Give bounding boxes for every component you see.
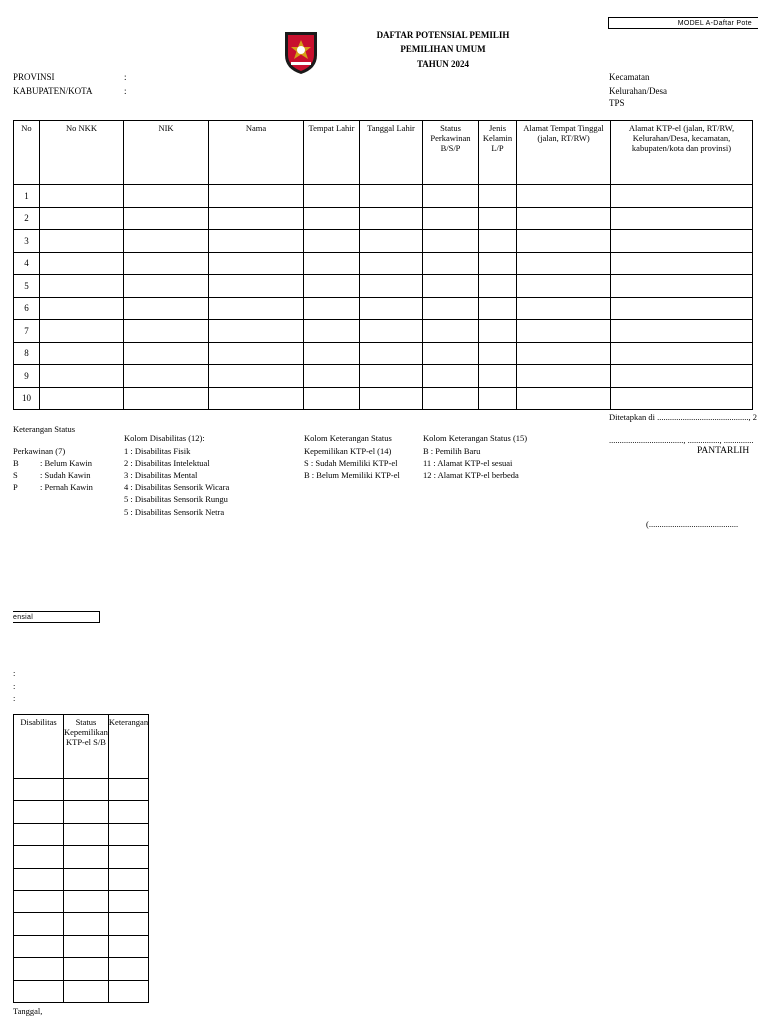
pantarlih-label: PANTARLIH: [697, 446, 750, 456]
table-cell[interactable]: [304, 275, 360, 298]
table-cell[interactable]: [209, 365, 304, 388]
table-cell[interactable]: [479, 342, 517, 365]
page2-table-row: [14, 890, 149, 912]
table-row: [14, 230, 753, 253]
table-cell[interactable]: [124, 387, 209, 410]
table-cell[interactable]: [64, 913, 109, 935]
col-header-no: No: [14, 121, 40, 185]
table-cell[interactable]: [611, 342, 753, 365]
table-cell[interactable]: [108, 801, 148, 823]
table-cell[interactable]: [40, 275, 124, 298]
table-cell[interactable]: [479, 275, 517, 298]
col-header-disabilitas: Disabilitas: [14, 715, 64, 779]
table-cell[interactable]: [611, 207, 753, 230]
table-cell[interactable]: [304, 297, 360, 320]
page2-table-row: [14, 846, 149, 868]
status-code-p: P: [13, 482, 18, 492]
table-cell[interactable]: [108, 890, 148, 912]
ditetapkan-line: Ditetapkan di ..........................................., 2: [609, 412, 758, 422]
table-cell[interactable]: [209, 275, 304, 298]
table-cell[interactable]: [479, 387, 517, 410]
kabupaten-label: KABUPATEN/KOTA: [13, 86, 93, 96]
table-cell[interactable]: [124, 275, 209, 298]
table-cell[interactable]: [40, 342, 124, 365]
table-cell[interactable]: [108, 980, 148, 1002]
ktp-title-2: Kepemilikan KTP-el (14): [304, 446, 392, 456]
table-cell[interactable]: [423, 185, 479, 208]
page2-colon: :: [13, 693, 16, 703]
table-cell[interactable]: [209, 185, 304, 208]
table-cell[interactable]: [124, 252, 209, 275]
ktp-title-1: Kolom Keterangan Status: [304, 433, 392, 443]
kpu-logo-icon: [283, 29, 319, 75]
table-row: [14, 185, 753, 208]
table-cell[interactable]: [209, 230, 304, 253]
row-number: 1: [14, 185, 40, 208]
table-cell[interactable]: [479, 252, 517, 275]
table-cell[interactable]: [14, 868, 64, 890]
table-cell[interactable]: [423, 230, 479, 253]
status-code-b: B: [13, 458, 19, 468]
col-header-tanggal-lahir: Tanggal Lahir: [360, 121, 423, 185]
table-cell[interactable]: [209, 207, 304, 230]
status-text-b: : Belum Kawin: [40, 458, 92, 468]
table-cell[interactable]: [108, 846, 148, 868]
col-header-jenis-kelamin: Jenis Kelamin L/P: [479, 121, 517, 185]
table-cell[interactable]: [124, 230, 209, 253]
col-header-alamat-tinggal: Alamat Tempat Tinggal (jalan, RT/RW): [517, 121, 611, 185]
ket-item: 12 : Alamat KTP-el berbeda: [423, 470, 519, 480]
page2-table-row: [14, 958, 149, 980]
page2-table-row: [14, 779, 149, 801]
table-cell[interactable]: [611, 320, 753, 343]
disabilitas-item: 4 : Disabilitas Sensorik Wicara: [124, 482, 230, 492]
table-cell[interactable]: [14, 980, 64, 1002]
table-cell[interactable]: [360, 365, 423, 388]
status-title-2: Perkawinan (7): [13, 446, 66, 456]
kecamatan-label: Kecamatan: [609, 72, 650, 82]
col-header-status-ktp: Status Kepemilikan KTP-el S/B: [64, 715, 109, 779]
table-row: [14, 342, 753, 365]
table-cell[interactable]: [14, 846, 64, 868]
table-cell[interactable]: [423, 207, 479, 230]
table-cell[interactable]: [611, 230, 753, 253]
table-cell[interactable]: [517, 320, 611, 343]
table-cell[interactable]: [360, 230, 423, 253]
row-number: 7: [14, 320, 40, 343]
table-cell[interactable]: [124, 320, 209, 343]
table-row: [14, 252, 753, 275]
table-cell[interactable]: [360, 275, 423, 298]
page2-model-label: ensial: [13, 611, 100, 623]
table-cell[interactable]: [360, 297, 423, 320]
col-header-alamat-ktp: Alamat KTP-el (jalan, RT/RW, Kelurahan/Desa, kecamatan, kabupaten/kota dan provinsi): [611, 121, 753, 185]
col-header-status-perkawinan: Status Perkawinan B/S/P: [423, 121, 479, 185]
table-cell[interactable]: [108, 935, 148, 957]
table-cell[interactable]: [304, 185, 360, 208]
disabilitas-item: 2 : Disabilitas Intelektual: [124, 458, 210, 468]
table-row: [14, 320, 753, 343]
table-cell[interactable]: [517, 275, 611, 298]
table-cell[interactable]: [14, 913, 64, 935]
table-cell[interactable]: [304, 230, 360, 253]
table-cell[interactable]: [360, 252, 423, 275]
table-cell[interactable]: [14, 779, 64, 801]
row-number: 5: [14, 275, 40, 298]
table-cell[interactable]: [479, 230, 517, 253]
table-cell[interactable]: [108, 823, 148, 845]
table-cell[interactable]: [40, 230, 124, 253]
table-cell[interactable]: [611, 297, 753, 320]
status-title-1: Keterangan Status: [13, 424, 76, 434]
disabilitas-item: 1 : Disabilitas Fisik: [124, 446, 191, 456]
col-header-nama: Nama: [209, 121, 304, 185]
table-cell[interactable]: [108, 868, 148, 890]
table-header-row: [14, 121, 753, 185]
title-line-2: PEMILIHAN UMUM: [400, 44, 486, 54]
table-cell[interactable]: [611, 387, 753, 410]
table-cell[interactable]: [40, 320, 124, 343]
page2-table-row: [14, 913, 149, 935]
col-header-nik: NIK: [124, 121, 209, 185]
table-cell[interactable]: [209, 342, 304, 365]
page2-table-row: [14, 801, 149, 823]
disabilitas-item: 5 : Disabilitas Sensorik Rungu: [124, 494, 228, 504]
page2-table-row: [14, 935, 149, 957]
table-cell[interactable]: [611, 365, 753, 388]
tps-label: TPS: [609, 98, 625, 108]
table-row: [14, 207, 753, 230]
table-cell[interactable]: [517, 230, 611, 253]
provinsi-label: PROVINSI: [13, 72, 55, 82]
table-cell[interactable]: [423, 365, 479, 388]
table-cell[interactable]: [124, 185, 209, 208]
table-cell[interactable]: [304, 365, 360, 388]
table-cell[interactable]: [479, 207, 517, 230]
table-cell[interactable]: [64, 801, 109, 823]
table-cell[interactable]: [64, 868, 109, 890]
page2-colon: :: [13, 668, 16, 678]
table-cell[interactable]: [108, 958, 148, 980]
col-header-keterangan: Keterangan: [108, 715, 148, 779]
table-row: [14, 275, 753, 298]
table-cell[interactable]: [64, 980, 109, 1002]
table-cell[interactable]: [209, 387, 304, 410]
table-cell[interactable]: [40, 185, 124, 208]
row-number: 9: [14, 365, 40, 388]
table-cell[interactable]: [124, 297, 209, 320]
table-cell[interactable]: [423, 297, 479, 320]
table-cell[interactable]: [517, 387, 611, 410]
table-cell[interactable]: [360, 185, 423, 208]
table-cell[interactable]: [40, 365, 124, 388]
ktp-item: S : Sudah Memiliki KTP-el: [304, 458, 398, 468]
table-row: [14, 297, 753, 320]
table-cell[interactable]: [304, 320, 360, 343]
table-cell[interactable]: [209, 252, 304, 275]
row-number: 8: [14, 342, 40, 365]
table-cell[interactable]: [360, 320, 423, 343]
table-cell[interactable]: [304, 207, 360, 230]
disabilitas-item: 5 : Disabilitas Sensorik Netra: [124, 507, 225, 517]
kabupaten-colon: :: [124, 86, 127, 96]
table-cell[interactable]: [64, 779, 109, 801]
provinsi-colon: :: [124, 72, 127, 82]
table-cell[interactable]: [108, 913, 148, 935]
table-cell[interactable]: [360, 207, 423, 230]
table-cell[interactable]: [14, 823, 64, 845]
row-number: 2: [14, 207, 40, 230]
page2-colon: :: [13, 681, 16, 691]
row-number: 6: [14, 297, 40, 320]
table-cell[interactable]: [209, 320, 304, 343]
table-cell[interactable]: [360, 387, 423, 410]
page2-header-row: [14, 715, 149, 779]
ket-title: Kolom Keterangan Status (15): [423, 433, 528, 443]
table-cell[interactable]: [479, 185, 517, 208]
table-cell[interactable]: [517, 207, 611, 230]
ktp-item: B : Belum Memiliki KTP-el: [304, 470, 400, 480]
table-cell[interactable]: [40, 207, 124, 230]
table-cell[interactable]: [360, 342, 423, 365]
table-cell[interactable]: [517, 365, 611, 388]
table-cell[interactable]: [14, 890, 64, 912]
table-cell[interactable]: [304, 342, 360, 365]
table-cell[interactable]: [64, 958, 109, 980]
table-cell[interactable]: [124, 365, 209, 388]
row-number: 3: [14, 230, 40, 253]
page2-table-row: [14, 868, 149, 890]
table-cell[interactable]: [64, 935, 109, 957]
table-cell[interactable]: [40, 387, 124, 410]
date-line: ..................................., ..............., ..............: [609, 435, 754, 445]
table-cell[interactable]: [40, 297, 124, 320]
disabilitas-item: 3 : Disabilitas Mental: [124, 470, 198, 480]
page2-table-row: [14, 980, 149, 1002]
table-cell[interactable]: [14, 958, 64, 980]
table-cell[interactable]: [423, 320, 479, 343]
signature-name-line: (..........................................: [646, 519, 739, 529]
table-cell[interactable]: [124, 342, 209, 365]
table-cell[interactable]: [14, 801, 64, 823]
row-number: 4: [14, 252, 40, 275]
table-cell[interactable]: [517, 342, 611, 365]
table-cell[interactable]: [423, 387, 479, 410]
table-cell[interactable]: [14, 935, 64, 957]
disabilitas-title: Kolom Disabilitas (12):: [124, 433, 205, 443]
table-cell[interactable]: [64, 846, 109, 868]
table-cell[interactable]: [479, 365, 517, 388]
table-cell[interactable]: [108, 779, 148, 801]
ket-item: 11 : Alamat KTP-el sesuai: [423, 458, 513, 468]
ket-item: B : Pemilih Baru: [423, 446, 481, 456]
kelurahan-label: Kelurahan/Desa: [609, 86, 667, 96]
table-cell[interactable]: [611, 275, 753, 298]
table-cell[interactable]: [64, 890, 109, 912]
table-cell[interactable]: [124, 207, 209, 230]
table-row: [14, 365, 753, 388]
table-cell[interactable]: [304, 387, 360, 410]
title-line-3: TAHUN 2024: [416, 59, 470, 69]
tanggal-label: Tanggal,: [13, 1006, 43, 1016]
table-cell[interactable]: [517, 297, 611, 320]
col-header-tempat-lahir: Tempat Lahir: [304, 121, 360, 185]
status-text-p: : Pernah Kawin: [40, 482, 93, 492]
table-cell[interactable]: [611, 185, 753, 208]
title-line-1: DAFTAR POTENSIAL PEMILIH: [376, 30, 510, 40]
table-cell[interactable]: [611, 252, 753, 275]
model-label: MODEL A-Daftar Pote: [608, 17, 758, 29]
table-cell[interactable]: [423, 275, 479, 298]
table-cell[interactable]: [423, 342, 479, 365]
table-cell[interactable]: [517, 185, 611, 208]
page2-table: [13, 714, 149, 1003]
table-cell[interactable]: [517, 252, 611, 275]
table-cell[interactable]: [304, 252, 360, 275]
table-cell[interactable]: [40, 252, 124, 275]
table-cell[interactable]: [479, 297, 517, 320]
voter-table: [13, 120, 753, 410]
table-cell[interactable]: [479, 320, 517, 343]
page2-table-row: [14, 823, 149, 845]
col-header-nkk: No NKK: [40, 121, 124, 185]
table-row: [14, 387, 753, 410]
table-cell[interactable]: [209, 297, 304, 320]
table-cell[interactable]: [64, 823, 109, 845]
row-number: 10: [14, 387, 40, 410]
status-code-s: S: [13, 470, 18, 480]
table-cell[interactable]: [423, 252, 479, 275]
status-text-s: : Sudah Kawin: [40, 470, 91, 480]
